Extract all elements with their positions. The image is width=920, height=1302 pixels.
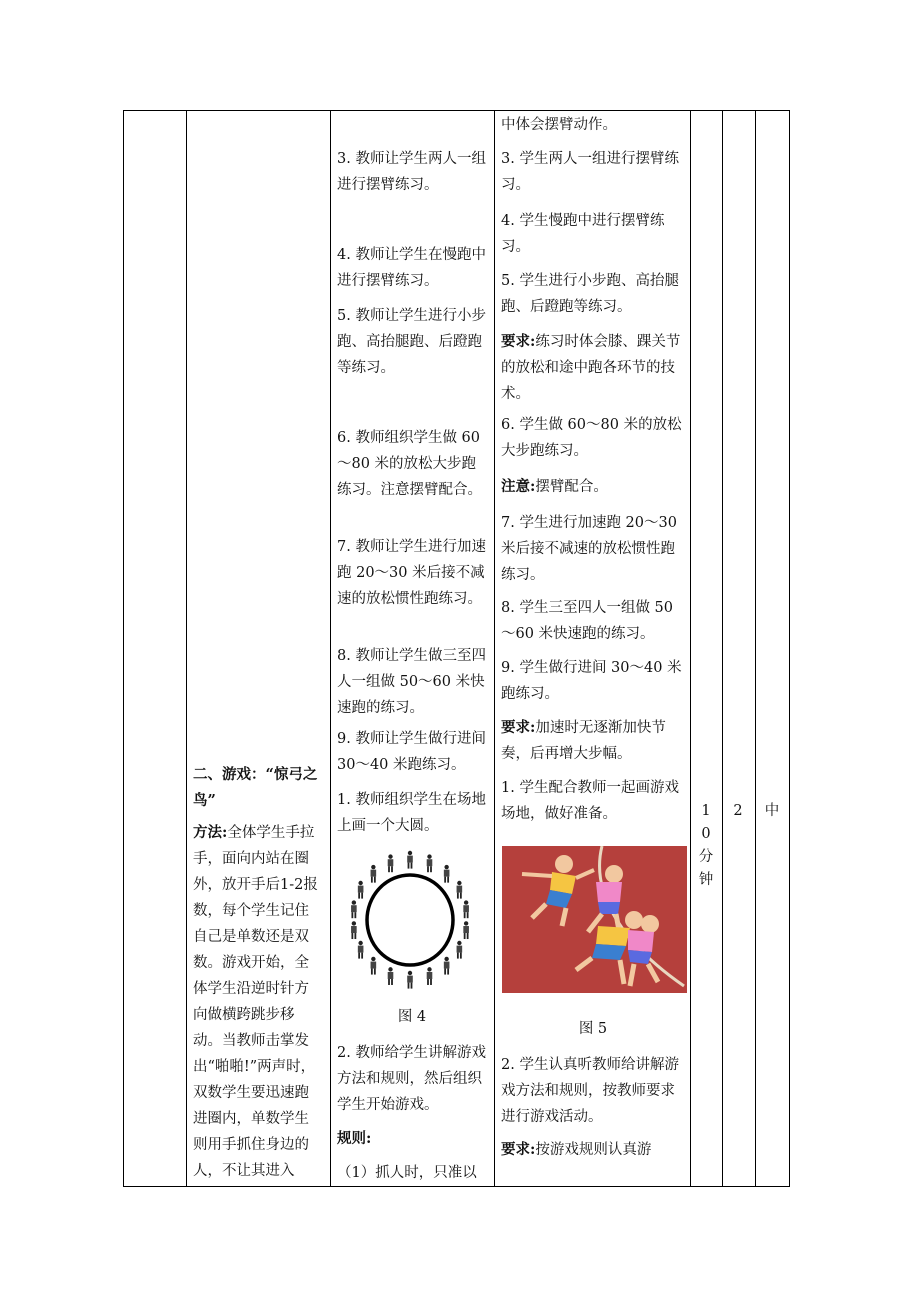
table-col-divider-1 [186, 110, 187, 1187]
person-icon [444, 957, 450, 975]
rules-label: 规则: [337, 1130, 372, 1147]
person-icon [358, 881, 364, 899]
table-border-right [789, 110, 790, 1187]
time-char: 1 [701, 803, 711, 819]
teacher-item-5: 5. 教师让学生进行小步跑、高抬腿跑、后蹬跑等练习。 [337, 308, 486, 376]
student-game-item-2: 2. 学生认真听教师给讲解游戏方法和规则，按教师要求进行游戏活动。 [501, 1057, 679, 1125]
table-col-divider-3 [494, 110, 495, 1187]
student-game-item-1: 1. 学生配合教师一起画游戏场地，做好准备。 [501, 780, 679, 822]
person-icon [388, 967, 394, 985]
student-item-4: 4. 学生慢跑中进行摆臂练习。 [501, 213, 665, 255]
figure-4-circle-diagram [345, 850, 475, 990]
teacher-item-7: 7. 教师让学生进行加速跑 20～30 米后接不减速的放松惯性跑练习。 [337, 539, 486, 607]
teacher-game-item-1: 1. 教师组织学生在场地上画一个大圆。 [337, 792, 486, 834]
student-item-8: 8. 学生三至四人一组做 50～60 米快速跑的练习。 [501, 600, 674, 642]
game-method [193, 820, 323, 1184]
intensity-cell: 中 [764, 803, 780, 819]
requirement-1 [501, 329, 685, 407]
requirement-2-label: 要求: [501, 719, 536, 736]
requirement-2-text: 加速时无逐渐加快节奏，后再增大步幅。 [501, 720, 666, 762]
person-icon [444, 865, 450, 883]
table-border-left [123, 110, 124, 1187]
note [501, 474, 685, 500]
table-col-divider-4 [690, 110, 691, 1187]
requirement-3 [501, 1137, 685, 1163]
teacher-game-item-2: 2. 教师给学生讲解游戏方法和规则，然后组织学生开始游戏。 [337, 1045, 486, 1113]
student-item-5: 5. 学生进行小步跑、高抬腿跑、后蹬跑等练习。 [501, 273, 679, 315]
method-label: 方法: [193, 824, 228, 841]
requirement-3-text: 按游戏规则认真游 [535, 1142, 652, 1158]
person-icon [457, 881, 463, 899]
table-col-divider-2 [330, 110, 331, 1187]
time-char: 钟 [698, 872, 714, 888]
teacher-item-3: 3. 教师让学生两人一组进行摆臂练习。 [337, 151, 486, 193]
student-top-text: 中体会摆臂动作。 [501, 117, 617, 133]
figure-5-background [502, 846, 687, 993]
time-char: 分 [698, 849, 714, 865]
requirement-1-label: 要求: [501, 333, 536, 350]
student-item-6: 6. 学生做 60～80 米的放松大步跑练习。 [501, 417, 682, 459]
rule-1: （1）抓人时，只准以 [337, 1165, 477, 1181]
figure-5-caption: 图 5 [578, 1021, 608, 1037]
person-icon [371, 865, 377, 883]
person-icon [358, 941, 364, 959]
game-description-cell [193, 762, 323, 1190]
student-item-9: 9. 学生做行进间 30～40 米跑练习。 [501, 660, 682, 702]
person-icon [351, 900, 357, 918]
person-icon [388, 854, 394, 872]
table-col-divider-6 [755, 110, 756, 1187]
time-char: 0 [701, 826, 711, 842]
teacher-item-8: 8. 教师让学生做三至四人一组做 50～60 米快速跑的练习。 [337, 648, 486, 716]
count-cell: 2 [733, 803, 743, 819]
person-icon [463, 921, 469, 939]
person-icon [427, 854, 433, 872]
person-icon [427, 967, 433, 985]
requirement-2 [501, 715, 685, 767]
requirement-1-text: 练习时体会膝、踝关节的放松和途中跑各环节的技术。 [501, 334, 681, 402]
teacher-item-6: 6. 教师组织学生做 60～80 米的放松大步跑练习。注意摆臂配合。 [337, 430, 482, 498]
requirement-3-label: 要求: [501, 1141, 536, 1158]
person-icon [407, 971, 413, 989]
table-col-divider-5 [722, 110, 723, 1187]
note-text: 摆臂配合。 [535, 479, 608, 495]
table-border-top [123, 110, 790, 111]
figure-5-game-illustration [502, 846, 687, 993]
person-icon [351, 921, 357, 939]
figure-4-caption: 图 4 [397, 1009, 427, 1025]
note-label: 注意: [501, 478, 536, 495]
time-cell [696, 800, 716, 892]
teacher-item-9: 9. 教师让学生做行进间 30～40 米跑练习。 [337, 731, 486, 773]
person-icon [407, 851, 413, 869]
person-icon [457, 941, 463, 959]
drawn-circle [367, 875, 453, 965]
game-title: 二、游戏：“惊弓之鸟” [193, 766, 318, 809]
method-text: 全体学生手拉手，面向内站在圈外，放开手后1-2报数，每个学生记住自己是单数还是双数。游戏开始，全体学生沿逆时针方向做横跨跳步移动。当教师击掌发出“啪啪!”两声时，双数学生要迅速跑进圈内，单数学生则用手抓住身边的人，不让其进入 [193, 825, 318, 1179]
student-item-3: 3. 学生两人一组进行摆臂练习。 [501, 151, 679, 193]
person-icon [463, 900, 469, 918]
student-item-7: 7. 学生进行加速跑 20～30 米后接不减速的放松惯性跑练习。 [501, 515, 677, 583]
teacher-item-4: 4. 教师让学生在慢跑中进行摆臂练习。 [337, 247, 486, 289]
person-icon [371, 957, 377, 975]
